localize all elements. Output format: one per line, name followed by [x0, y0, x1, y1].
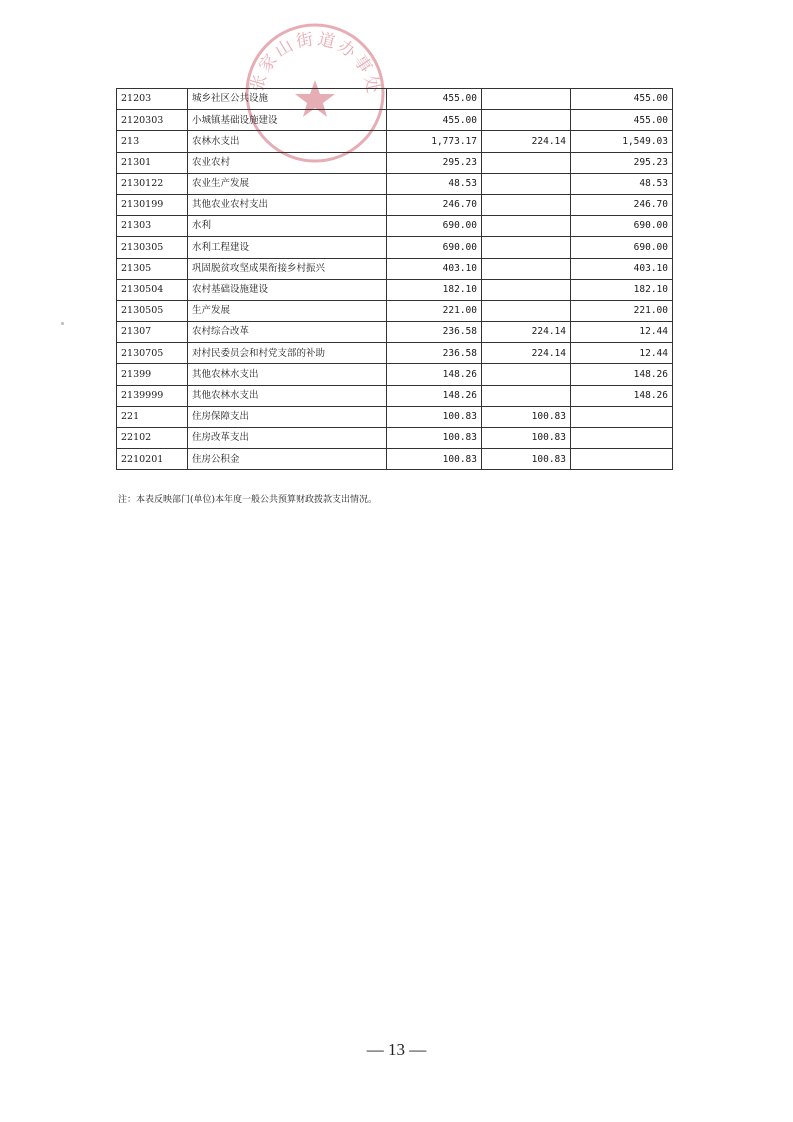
- project-expenditure-cell: [571, 428, 673, 449]
- table-note: 注：本表反映部门(单位)本年度一般公共预算财政拨款支出情况。: [118, 495, 378, 505]
- table-row: [117, 343, 673, 364]
- basic-expenditure-cell: [482, 385, 571, 406]
- subject-name-cell: 农业农村: [188, 152, 387, 173]
- subject-code-cell: 2120303: [117, 110, 188, 131]
- total-amount-cell: 100.83: [387, 406, 482, 427]
- expenditure-table-body: [117, 89, 673, 470]
- table-row: [117, 89, 673, 110]
- table-row: [117, 131, 673, 152]
- project-expenditure-cell: 246.70: [571, 194, 673, 215]
- subject-name-cell: 农村综合改革: [188, 322, 387, 343]
- subject-code-cell: 2130505: [117, 300, 188, 321]
- project-expenditure-cell: 1,549.03: [571, 131, 673, 152]
- project-expenditure-cell: 455.00: [571, 110, 673, 131]
- table-row: [117, 173, 673, 194]
- subject-name-cell: 其他农林水支出: [188, 385, 387, 406]
- project-expenditure-cell: 148.26: [571, 364, 673, 385]
- basic-expenditure-cell: [482, 110, 571, 131]
- total-amount-cell: 236.58: [387, 343, 482, 364]
- subject-name-cell: 农村基础设施建设: [188, 279, 387, 300]
- subject-name-cell: 住房公积金: [188, 449, 387, 470]
- total-amount-cell: 182.10: [387, 279, 482, 300]
- project-expenditure-cell: 148.26: [571, 385, 673, 406]
- table-row: [117, 110, 673, 131]
- project-expenditure-cell: [571, 449, 673, 470]
- total-amount-cell: 100.83: [387, 428, 482, 449]
- table-row: [117, 364, 673, 385]
- total-amount-cell: 455.00: [387, 89, 482, 110]
- subject-code-cell: 2139999: [117, 385, 188, 406]
- subject-code-cell: 21203: [117, 89, 188, 110]
- project-expenditure-cell: 295.23: [571, 152, 673, 173]
- subject-code-cell: 2130199: [117, 194, 188, 215]
- subject-name-cell: 生产发展: [188, 300, 387, 321]
- project-expenditure-cell: 690.00: [571, 237, 673, 258]
- total-amount-cell: 148.26: [387, 385, 482, 406]
- basic-expenditure-cell: [482, 216, 571, 237]
- subject-code-cell: 21305: [117, 258, 188, 279]
- subject-name-cell: 城乡社区公共设施: [188, 89, 387, 110]
- subject-code-cell: 22102: [117, 428, 188, 449]
- project-expenditure-cell: 690.00: [571, 216, 673, 237]
- basic-expenditure-cell: [482, 364, 571, 385]
- table-row: [117, 449, 673, 470]
- table-row: [117, 216, 673, 237]
- project-expenditure-cell: 48.53: [571, 173, 673, 194]
- subject-name-cell: 农林水支出: [188, 131, 387, 152]
- table-row: [117, 194, 673, 215]
- table-row: [117, 279, 673, 300]
- subject-code-cell: 221: [117, 406, 188, 427]
- basic-expenditure-cell: [482, 173, 571, 194]
- total-amount-cell: 403.10: [387, 258, 482, 279]
- expenditure-table: [116, 88, 673, 470]
- basic-expenditure-cell: 100.83: [482, 428, 571, 449]
- project-expenditure-cell: 403.10: [571, 258, 673, 279]
- basic-expenditure-cell: 224.14: [482, 343, 571, 364]
- total-amount-cell: 148.26: [387, 364, 482, 385]
- subject-name-cell: 水利工程建设: [188, 237, 387, 258]
- subject-name-cell: 农业生产发展: [188, 173, 387, 194]
- basic-expenditure-cell: [482, 258, 571, 279]
- total-amount-cell: 455.00: [387, 110, 482, 131]
- subject-name-cell: 对村民委员会和村党支部的补助: [188, 343, 387, 364]
- scan-speck: [61, 322, 64, 325]
- total-amount-cell: 295.23: [387, 152, 482, 173]
- table-row: [117, 258, 673, 279]
- subject-code-cell: 2130705: [117, 343, 188, 364]
- project-expenditure-cell: 221.00: [571, 300, 673, 321]
- table-row: [117, 406, 673, 427]
- subject-code-cell: 2210201: [117, 449, 188, 470]
- total-amount-cell: 690.00: [387, 237, 482, 258]
- subject-code-cell: 2130122: [117, 173, 188, 194]
- basic-expenditure-cell: 224.14: [482, 131, 571, 152]
- subject-name-cell: 其他农林水支出: [188, 364, 387, 385]
- subject-code-cell: 21399: [117, 364, 188, 385]
- subject-name-cell: 住房改革支出: [188, 428, 387, 449]
- basic-expenditure-cell: [482, 300, 571, 321]
- basic-expenditure-cell: [482, 194, 571, 215]
- project-expenditure-cell: 12.44: [571, 343, 673, 364]
- subject-name-cell: 巩固脱贫攻坚成果衔接乡村振兴: [188, 258, 387, 279]
- total-amount-cell: 1,773.17: [387, 131, 482, 152]
- table-row: [117, 322, 673, 343]
- basic-expenditure-cell: 224.14: [482, 322, 571, 343]
- total-amount-cell: 236.58: [387, 322, 482, 343]
- table-row: [117, 385, 673, 406]
- basic-expenditure-cell: 100.83: [482, 406, 571, 427]
- subject-name-cell: 小城镇基础设施建设: [188, 110, 387, 131]
- basic-expenditure-cell: [482, 152, 571, 173]
- basic-expenditure-cell: [482, 89, 571, 110]
- total-amount-cell: 690.00: [387, 216, 482, 237]
- subject-code-cell: 213: [117, 131, 188, 152]
- subject-name-cell: 住房保障支出: [188, 406, 387, 427]
- total-amount-cell: 48.53: [387, 173, 482, 194]
- page-number: — 13 —: [366, 1040, 427, 1059]
- project-expenditure-cell: [571, 406, 673, 427]
- total-amount-cell: 100.83: [387, 449, 482, 470]
- table-row: [117, 237, 673, 258]
- subject-code-cell: 2130305: [117, 237, 188, 258]
- total-amount-cell: 246.70: [387, 194, 482, 215]
- subject-code-cell: 21303: [117, 216, 188, 237]
- total-amount-cell: 221.00: [387, 300, 482, 321]
- basic-expenditure-cell: [482, 237, 571, 258]
- subject-name-cell: 其他农业农村支出: [188, 194, 387, 215]
- table-row: [117, 300, 673, 321]
- project-expenditure-cell: 182.10: [571, 279, 673, 300]
- project-expenditure-cell: 455.00: [571, 89, 673, 110]
- subject-name-cell: 水利: [188, 216, 387, 237]
- basic-expenditure-cell: [482, 279, 571, 300]
- subject-code-cell: 21307: [117, 322, 188, 343]
- basic-expenditure-cell: 100.83: [482, 449, 571, 470]
- table-row: [117, 152, 673, 173]
- seal-text: 张家山街道办事处: [246, 29, 384, 98]
- table-row: [117, 428, 673, 449]
- project-expenditure-cell: 12.44: [571, 322, 673, 343]
- subject-code-cell: 21301: [117, 152, 188, 173]
- subject-code-cell: 2130504: [117, 279, 188, 300]
